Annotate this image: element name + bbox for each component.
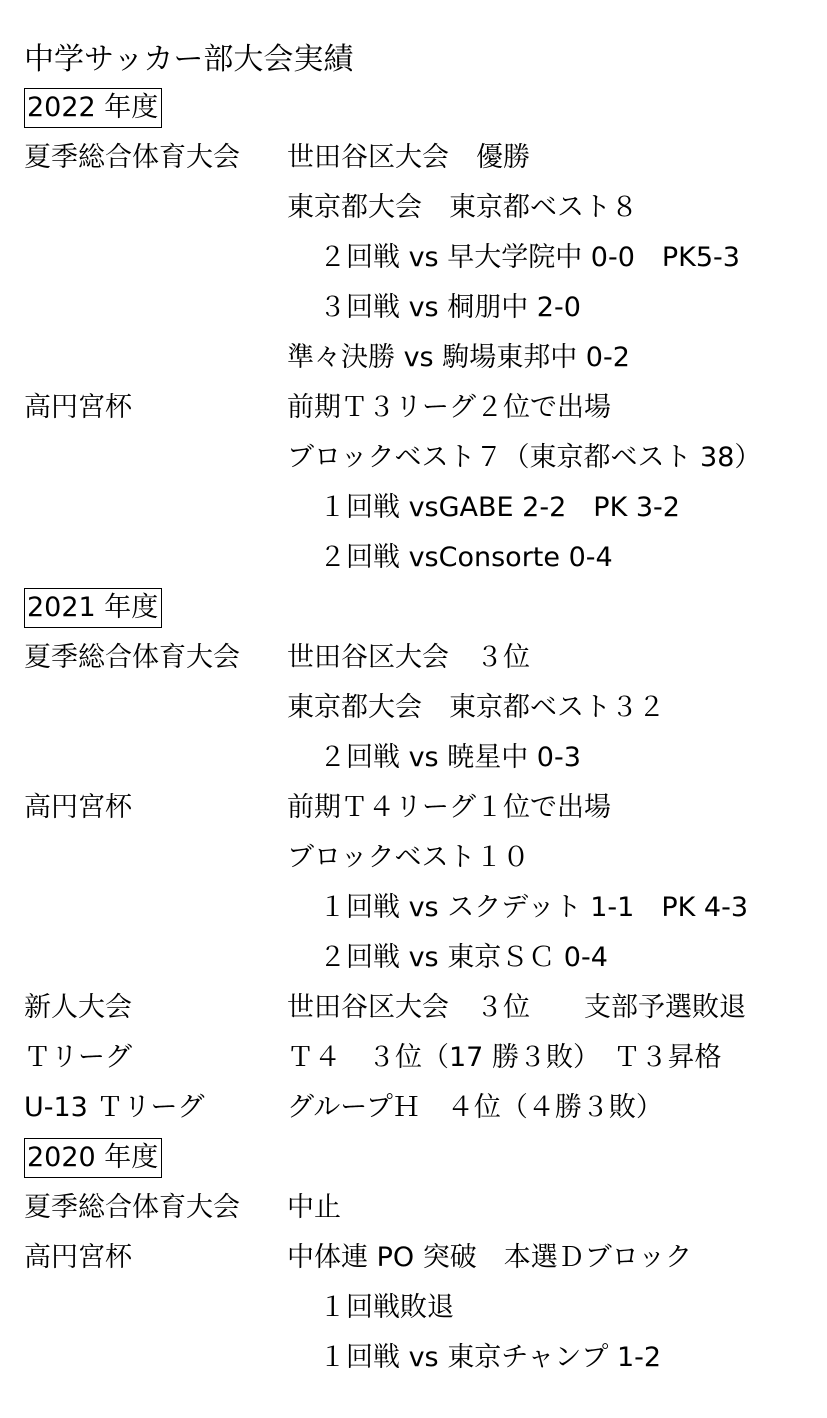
result-row xyxy=(0,688,827,728)
result-text: ブロックベスト７（東京都ベスト 38） xyxy=(287,442,762,473)
result-row xyxy=(0,788,827,828)
result-row xyxy=(0,1088,827,1128)
result-row xyxy=(0,288,827,328)
result-text: 前期Ｔ３リーグ２位で出場 xyxy=(287,392,611,423)
result-row xyxy=(0,738,827,778)
result-row xyxy=(0,1338,827,1378)
result-row xyxy=(0,1188,827,1228)
match-result-text: ２回戦 vsConsorte 0-4 xyxy=(319,542,613,573)
result-text: 東京都大会 東京都ベスト８ xyxy=(287,192,638,223)
competition-name: 夏季総合体育大会 xyxy=(24,142,240,173)
year-heading-2021: 2021 年度 xyxy=(24,588,162,628)
competition-name: U-13 Ｔリーグ xyxy=(24,1092,205,1123)
competition-name: 新人大会 xyxy=(24,992,132,1023)
result-row xyxy=(0,1038,827,1078)
page-title: 中学サッカー部大会実績 xyxy=(24,42,354,77)
result-text: 世田谷区大会 優勝 xyxy=(287,142,530,173)
result-row xyxy=(0,388,827,428)
result-text: 前期Ｔ４リーグ１位で出場 xyxy=(287,792,611,823)
result-row xyxy=(0,238,827,278)
result-row xyxy=(0,488,827,528)
result-text: グループＨ ４位（４勝３敗） xyxy=(287,1092,663,1123)
result-row xyxy=(0,888,827,928)
result-row xyxy=(0,988,827,1028)
competition-name: 夏季総合体育大会 xyxy=(24,1192,240,1223)
result-row xyxy=(0,1288,827,1328)
result-row xyxy=(0,1238,827,1278)
result-text: 中体連 PO 突破 本選Ｄブロック xyxy=(287,1242,693,1273)
competition-name: 高円宮杯 xyxy=(24,392,132,423)
competition-name: Ｔリーグ xyxy=(24,1042,132,1073)
match-result-text: ３回戦 vs 桐朋中 2-0 xyxy=(319,292,581,323)
result-row xyxy=(0,188,827,228)
result-text: 中止 xyxy=(287,1192,341,1223)
match-result-text: ２回戦 vs 暁星中 0-3 xyxy=(319,742,581,773)
competition-name: 夏季総合体育大会 xyxy=(24,642,240,673)
competition-name: 高円宮杯 xyxy=(24,792,132,823)
competition-name: 高円宮杯 xyxy=(24,1242,132,1273)
result-row xyxy=(0,838,827,878)
result-row xyxy=(0,138,827,178)
result-text: 世田谷区大会 ３位 支部予選敗退 xyxy=(287,992,746,1023)
match-result-text: ２回戦 vs 早大学院中 0-0 PK5-3 xyxy=(319,242,740,273)
result-row xyxy=(0,438,827,478)
match-result-text: ２回戦 vs 東京ＳＣ 0-4 xyxy=(319,942,608,973)
match-result-text: １回戦 vsGABE 2-2 PK 3-2 xyxy=(319,492,680,523)
result-text: 東京都大会 東京都ベスト３２ xyxy=(287,692,665,723)
result-text: 準々決勝 vs 駒場東邦中 0-2 xyxy=(287,342,630,373)
result-text: ブロックベスト１０ xyxy=(287,842,530,873)
result-text: 世田谷区大会 ３位 xyxy=(287,642,530,673)
result-row xyxy=(0,338,827,378)
result-row xyxy=(0,538,827,578)
result-row xyxy=(0,938,827,978)
year-heading-2022: 2022 年度 xyxy=(24,88,162,128)
match-result-text: １回戦 vs スクデット 1-1 PK 4-3 xyxy=(319,892,749,923)
match-result-text: １回戦 vs 東京チャンプ 1-2 xyxy=(319,1342,662,1373)
result-row xyxy=(0,638,827,678)
year-heading-2020: 2020 年度 xyxy=(24,1138,162,1178)
result-text: Ｔ４ ３位（17 勝３敗） Ｔ３昇格 xyxy=(287,1042,722,1073)
match-result-text: １回戦敗退 xyxy=(319,1292,454,1323)
